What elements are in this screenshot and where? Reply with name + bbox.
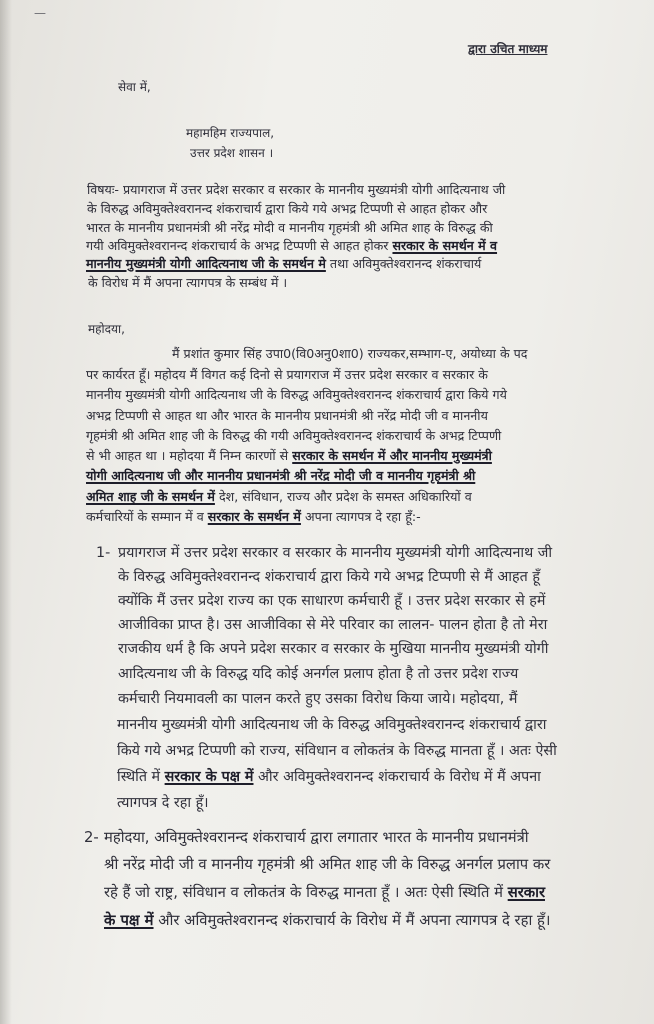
reason-line: किये गये अभद्र टिप्पणी को राज्य, संविधान व लोकतंत्र के विरुद्ध मानता हूँ । अतः ऐसी [117,743,557,759]
paragraph-text: अपना त्यागपत्र दे रहा हूँ:- [304,509,421,524]
paragraph-line [86,508,421,526]
subject-emphasis: सरकार के समर्थन में व [392,238,498,253]
recipient: महामहिम राज्यपाल, [186,126,275,140]
subject-emphasis: माननीय मुख्यमंत्री योगी आदित्यनाथ जी के समर्थन मे [86,256,326,271]
reason-line: राजकीय धर्म है कि अपने प्रदेश सरकार व सरकार के मुखिया माननीय मुख्यमंत्री योगी [118,641,549,657]
paragraph-line: माननीय मुख्यमंत्री योगी आदित्यनाथ जी के विरुद्ध अविमुक्तेश्वरानन्द शंकराचार्य द्वारा किये गये [86,387,507,402]
punch-mark: — [34,6,46,20]
reason-emphasis: सरकार के पक्ष में [164,769,254,785]
paragraph-emphasis: सरकार के समर्थन में और माननीय मुख्यमंत्री [292,448,492,463]
paragraph-line: गृहमंत्री श्री अमित शाह जी के विरुद्ध की गयी अविमुक्तेश्वरानन्द शंकराचार्य के अभद्र टिप्पणी [86,428,502,443]
subject-line: भारत के माननीय प्रधानमंत्री श्री नरेंद्र मोदी व माननीय गृहमंत्री श्री अमित शाह के विरुद्ध की [86,220,493,235]
paragraph-line: मैं प्रशांत कुमार सिंह उपा0(वि0अनु0शा0) राज्यकर,सम्भाग-ए, अयोध्या के पद [172,346,528,361]
subject-line [86,255,481,273]
paragraph-emphasis: सरकार के समर्थन में [207,509,301,524]
subject-text: गयी अविमुक्तेश्वरानन्द शंकराचार्य के अभद्र टिप्पणी से आहत होकर [86,238,389,253]
reason-line: त्यागपत्र दे रहा हूँ। [117,795,209,811]
paragraph-line: अभद्र टिप्पणी से आहत था और भारत के माननीय प्रधानमंत्री श्री नरेंद्र मोदी जी व माननीय [86,408,488,423]
paragraph-emphasis: योगी आदित्यनाथ जी और माननीय प्रधानमंत्री श्री नरेंद्र मोदी जी व माननीय गृहमंत्री श्री [86,468,476,483]
reason-text: और अविमुक्तेश्वरानन्द शंकराचार्य के विरोध में मैं अपना [258,769,541,785]
reason-line: कर्मचारी नियमावली का पालन करते हुए उसका विरोध किया जाये। महोदया, मैं [118,691,518,707]
salutation: महोदया, [88,322,125,336]
paragraph-line [86,488,472,506]
subject-line: के विरोध में मैं अपना त्यागपत्र के सम्बंध में । [88,275,288,290]
subject-text: तथा अविमुक्तेश्वरानन्द शंकराचार्य [329,256,482,271]
paragraph-line: पर कार्यरत हूँ। महोदय मैं विगत कई दिनो से प्रयागराज में उत्तर प्रदेश सरकार व सरकार के [86,367,488,382]
reason-text: और अविमुक्तेश्वरानन्द शंकराचार्य के विरोध में मैं अपना त्यागपत्र दे रहा हूँ। [158,912,551,929]
reason-text: रहे हैं जो राष्ट्र, संविधान व लोकतंत्र के विरुद्ध मानता हूँ । अतः ऐसी स्थिति में [104,884,503,901]
paragraph-line [86,447,492,465]
reason-emphasis: के पक्ष में [104,912,154,929]
page-edge-shadow [0,0,12,1024]
reason-line: महोदया, अविमुक्तेश्वरानन्द शंकराचार्य द्वारा लगातार भारत के माननीय प्रधानमंत्री [104,829,529,846]
reason-line [104,909,550,933]
subject-line: के विरुद्ध अविमुक्तेश्वरानन्द शंकराचार्य द्वारा किये गये अभद्र टिप्पणी से आहत होकर और [87,201,488,216]
reason-line: के विरुद्ध अविमुक्तेश्वरानन्द शंकराचार्य द्वारा किये गये अभद्र टिप्पणी से मैं आहत हूँ [118,569,540,585]
paragraph-emphasis: अमित शाह जी के समर्थन में [86,489,215,504]
reason-line: माननीय मुख्यमंत्री योगी आदित्यनाथ जी के विरुद्ध अविमुक्तेश्वरानन्द शंकराचार्य द्वारा [117,717,547,733]
reason-text: स्थिति में [117,769,161,785]
reason-line: आजीविका प्राप्त है। उस आजीविका से मेरे परिवार का लालन- पालन होता है तो मेरा [118,617,548,633]
reason-number: 2- [84,829,99,846]
reason-emphasis: सरकार [507,884,545,901]
reason-number: 1- [96,545,111,561]
reason-line [117,766,541,788]
paragraph-text: से भी आहत था । महोदया मैं निम्न कारणों से [86,448,289,463]
reason-line: प्रयागराज में उत्तर प्रदेश सरकार व सरकार के माननीय मुख्यमंत्री योगी आदित्यनाथ जी [118,545,553,561]
routing-header: द्वारा उचित माध्यम [468,42,548,56]
subject-line: विषयः- प्रयागराज में उत्तर प्रदेश सरकार व सरकार के माननीय मुख्यमंत्री योगी आदित्यनाथ जी [87,182,506,197]
reason-line [104,881,545,905]
paragraph-text: कर्मचारियों के सम्मान में व [86,509,204,524]
greeting: सेवा में, [118,80,151,94]
reason-line: श्री नरेंद्र मोदी जी व माननीय गृहमंत्री श्री अमित शाह जी के विरुद्ध अनर्गल प्रलाप कर [104,856,551,873]
subject-line [86,237,497,255]
recipient-office: उत्तर प्रदेश शासन । [190,146,274,160]
paragraph-text: देश, संविधान, राज्य और प्रदेश के समस्त अधिकारियों व [218,489,472,504]
reason-line: आदित्यनाथ जी के विरुद्ध यदि कोई अनर्गल प्रलाप होता है तो उत्तर प्रदेश राज्य [118,666,519,682]
reason-line: क्योंकि मैं उत्तर प्रदेश राज्य का एक साधारण कर्मचारी हूँ । उत्तर प्रदेश सरकार से हमें [118,593,546,609]
